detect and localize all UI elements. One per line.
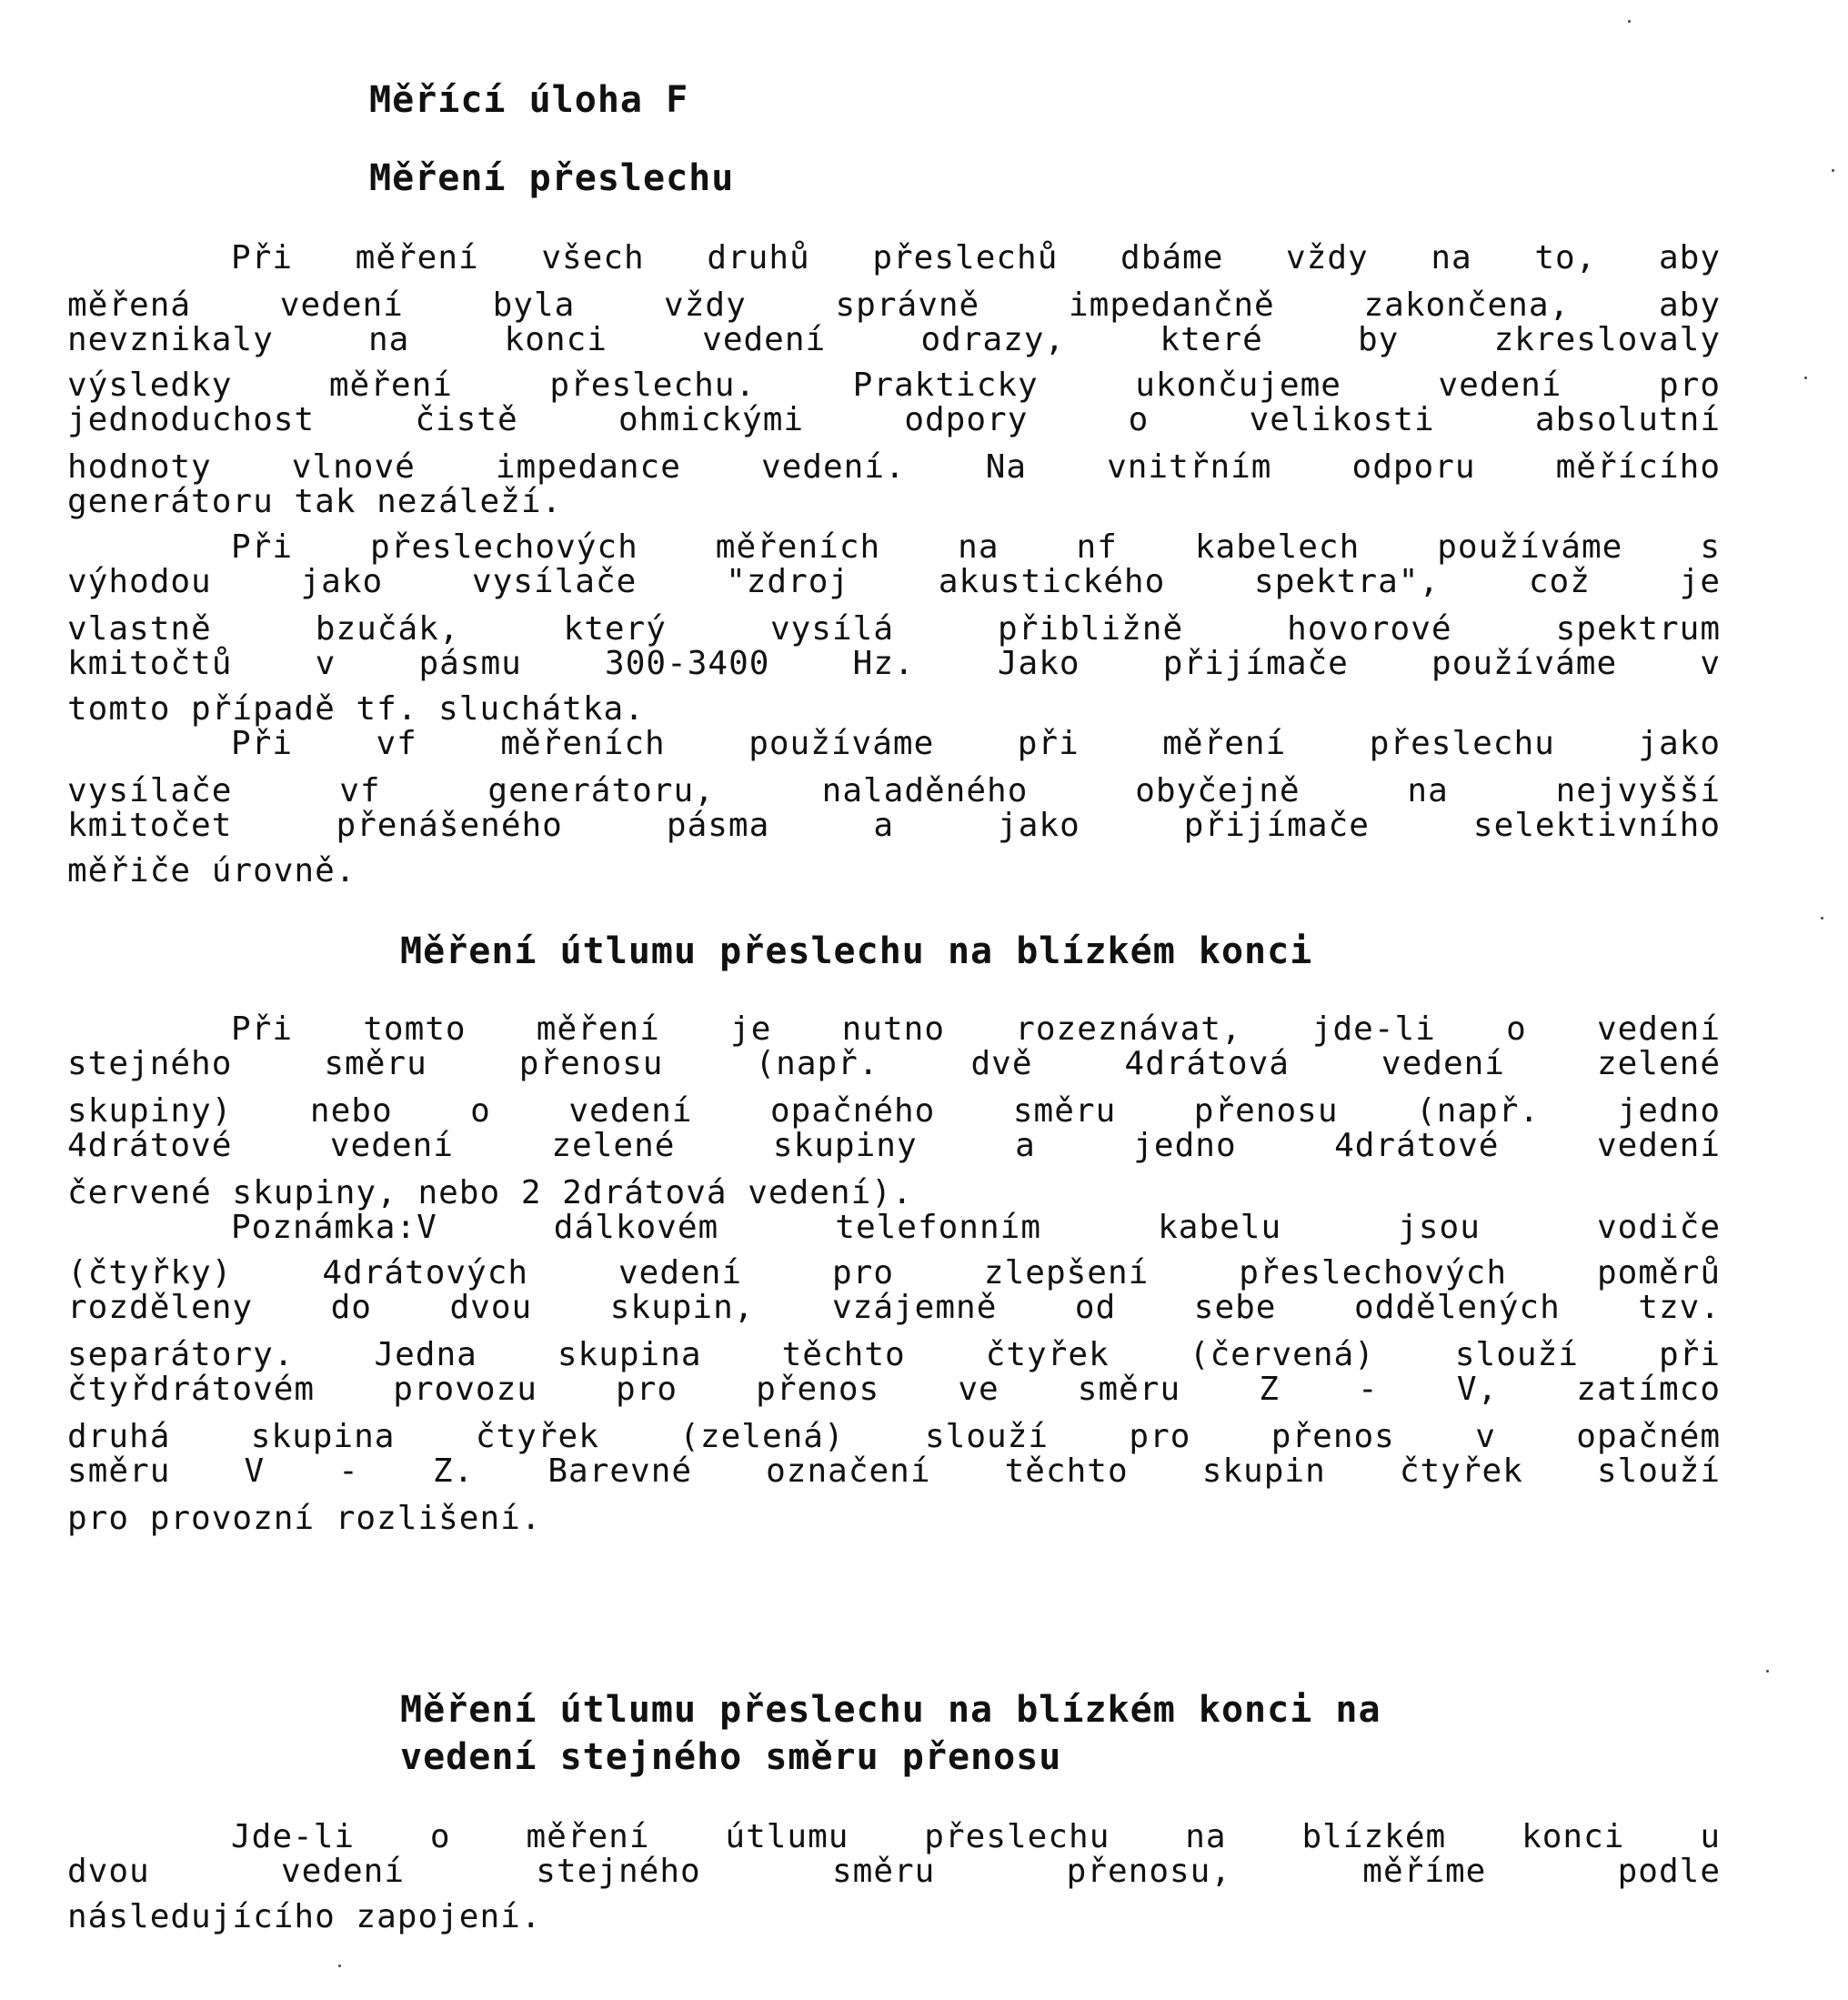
near-end-title: Měření útlumu přeslechu na blízkém konci <box>400 930 1313 972</box>
task-title: Měřící úloha F <box>369 79 689 121</box>
p6-line-3: následujícího zapojení. <box>67 1898 542 1935</box>
p3-line-4: měřiče úrovně. <box>67 852 357 889</box>
p1-line-2: měřená vedení byla vždy správně impedančně zakončena, aby <box>67 286 1721 324</box>
p2-line-4: kmitočtů v pásmu 300-3400 Hz. Jako přijímače používáme v <box>67 645 1721 682</box>
p3-line-2: vysílače vf generátoru, naladěného obyčejně na nejvyšší <box>67 772 1721 809</box>
scan-speck <box>1832 169 1834 172</box>
p1-line-1: Při měření všech druhů přeslechů dbáme vždy na to, aby <box>231 239 1721 276</box>
p1-line-3: nevznikaly na konci vedení odrazy, které by zkreslovaly <box>67 321 1721 358</box>
p4-line-5: červené skupiny, nebo 2 2drátová vedení). <box>67 1174 913 1211</box>
p5-line-1: Poznámka:V dálkovém telefonním kabelu jsou vodiče <box>231 1209 1721 1246</box>
crosstalk-title: Měření přeslechu <box>369 157 735 199</box>
scan-speck <box>1821 917 1823 920</box>
same-direction-title-line-2: vedení stejného směru přenosu <box>400 1736 1062 1778</box>
p1-line-7: generátoru tak nezáleží. <box>67 483 563 520</box>
p3-line-3: kmitočet přenášeného pásma a jako přijímače selektivního <box>67 807 1721 844</box>
p5-line-5: čtyřdrátovém provozu pro přenos ve směru Z - V, zatímco <box>67 1371 1721 1408</box>
p5-line-6: druhá skupina čtyřek (zelená) slouží pro přenos v opačném <box>67 1418 1721 1455</box>
p2-line-2: výhodou jako vysílače "zdroj akustického spektra", což je <box>67 563 1721 600</box>
p3-line-1: Při vf měřeních používáme při měření přeslechu jako <box>231 725 1721 762</box>
p1-line-5: jednoduchost čistě ohmickými odpory o velikosti absolutní <box>67 401 1721 438</box>
p4-line-4: 4drátové vedení zelené skupiny a jedno 4drátové vedení <box>67 1127 1721 1164</box>
p4-line-2: stejného směru přenosu (např. dvě 4drátová vedení zelené <box>67 1045 1721 1082</box>
p2-line-1: Při přeslechových měřeních na nf kabelech používáme s <box>231 528 1721 566</box>
p5-line-2: (čtyřky) 4drátových vedení pro zlepšení přeslechových poměrů <box>67 1254 1721 1291</box>
p5-line-8: pro provozní rozlišení. <box>67 1500 542 1537</box>
scan-speck <box>1766 1670 1769 1673</box>
p5-line-7: směru V - Z. Barevné označení těchto skupin čtyřek slouží <box>67 1452 1721 1490</box>
p6-line-2: dvou vedení stejného směru přenosu, měříme podle <box>67 1853 1721 1890</box>
p1-line-6: hodnoty vlnové impedance vedení. Na vnitřním odporu měřícího <box>67 448 1721 486</box>
p1-line-4: výsledky měření přeslechu. Prakticky ukončujeme vedení pro <box>67 367 1721 404</box>
scan-speck <box>1804 377 1807 379</box>
scan-speck <box>338 1965 341 1967</box>
p5-line-4: separátory. Jedna skupina těchto čtyřek (červená) slouží při <box>67 1336 1721 1373</box>
p4-line-1: Při tomto měření je nutno rozeznávat, jde-li o vedení <box>231 1010 1721 1048</box>
p4-line-3: skupiny) nebo o vedení opačného směru přenosu (např. jedno <box>67 1092 1721 1130</box>
p2-line-3: vlastně bzučák, který vysílá přibližně hovorové spektrum <box>67 610 1721 648</box>
same-direction-title-line-1: Měření útlumu přeslechu na blízkém konci na <box>400 1689 1381 1731</box>
p5-line-3: rozděleny do dvou skupin, vzájemně od sebe oddělených tzv. <box>67 1289 1721 1326</box>
p2-line-5: tomto případě tf. sluchátka. <box>67 690 645 728</box>
p6-line-1: Jde-li o měření útlumu přeslechu na blízkém konci u <box>231 1818 1721 1855</box>
scan-speck <box>1628 20 1631 23</box>
